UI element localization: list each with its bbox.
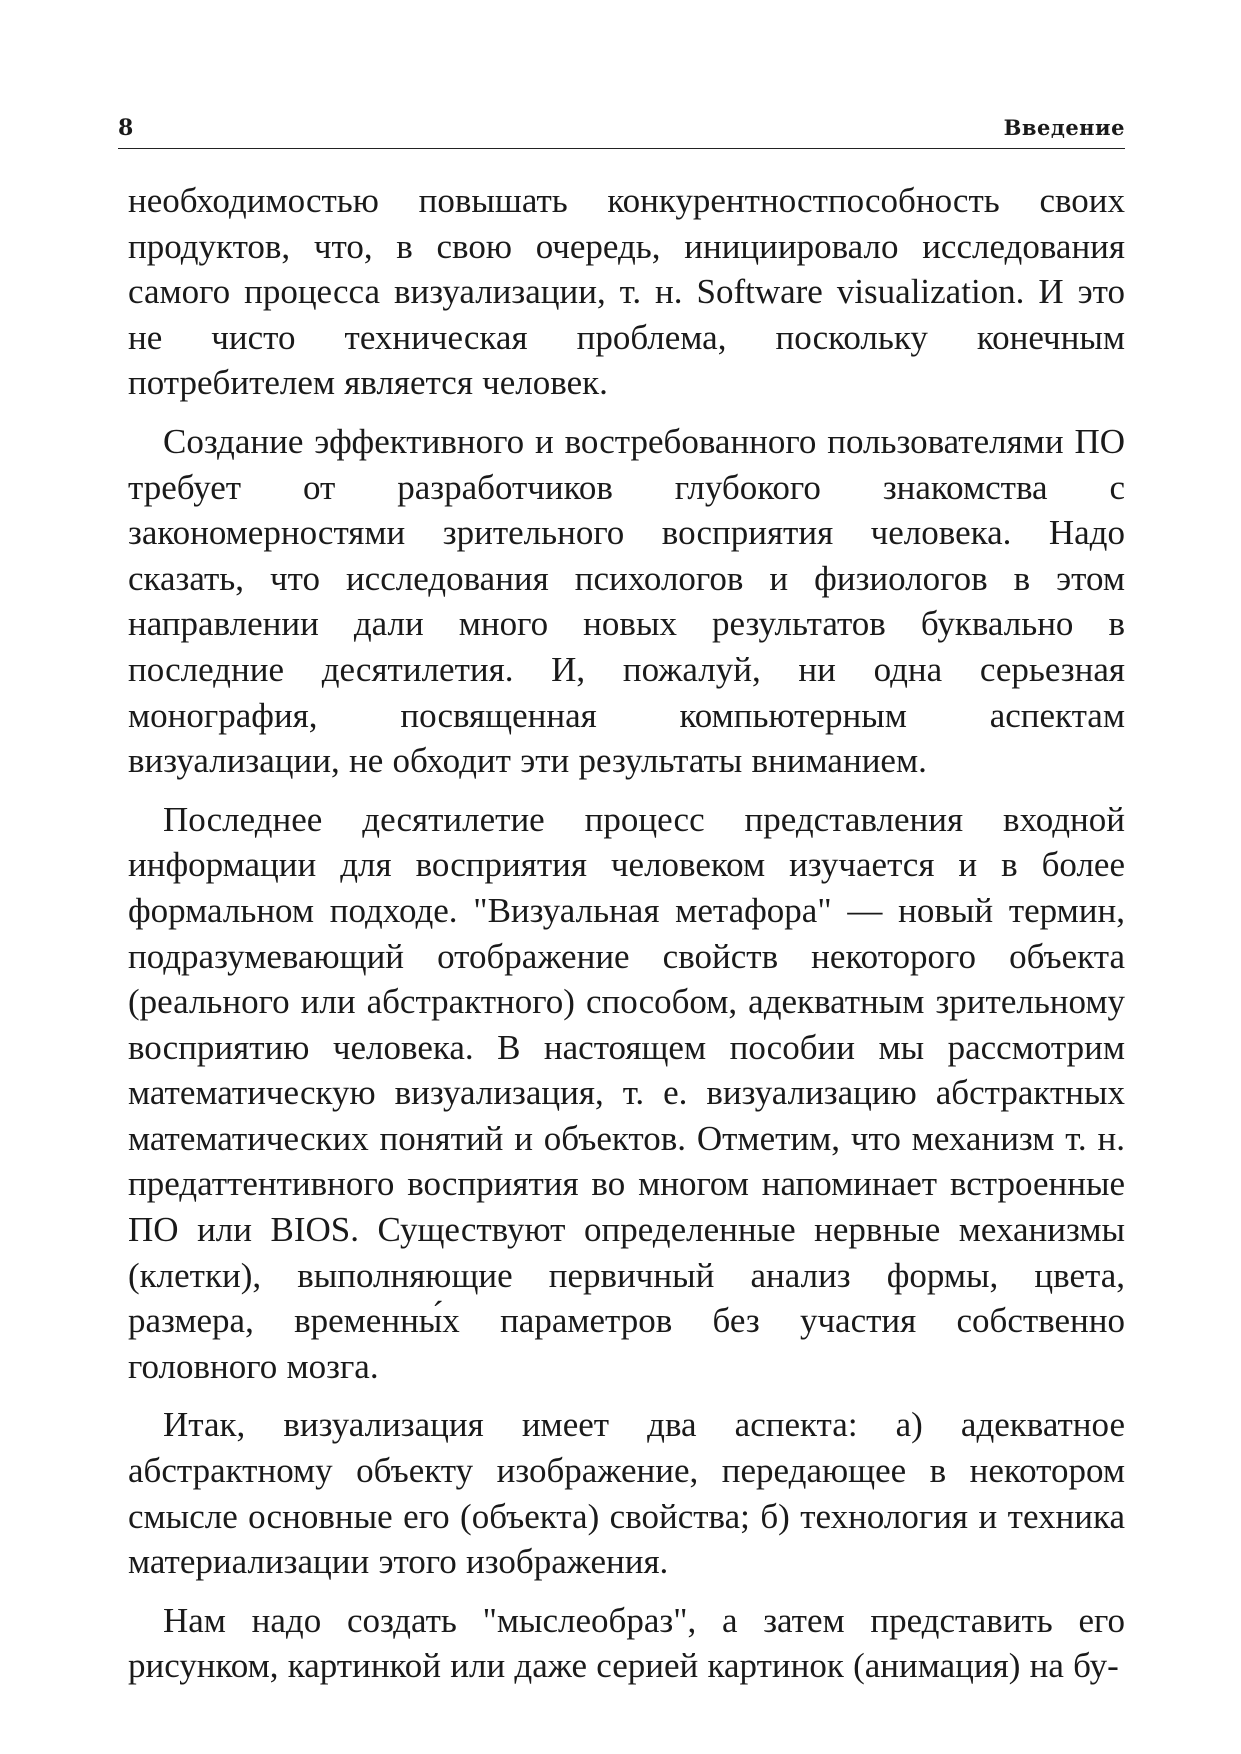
paragraph-two-aspects: Итак, визуализация имеет два аспекта: а) адекватное абстрактному объекту изображение, передающее в некотором смысле основные его (объекта) свойства; б) технология и техника материализации этого изображения. (128, 1405, 1125, 1582)
running-header (118, 116, 1125, 149)
paragraph-visual-metaphor: Последнее десятилетие процесс представления входной информации для восприятия человеком изучается и в более формальном подходе. "Визуальная метафора" — новый термин, подразумевающий отображение свойств некоторого объекта (реального или абстрактного) способом, адекватным зрительному восприятию человека. В настоящем пособии мы рассмотрим математическую визуализация, т. е. визуализацию абстрактных математических понятий и объектов. Отметим, что механизм т. н. предаттентивного восприятия во многом напоминает встроенные ПО или BIOS. Существуют определенные нервные механизмы (клетки), выполняющие первичный анализ формы, цвета, размера, временны́х параметров без участия собственно головного мозга. (128, 799, 1125, 1386)
paragraph-mental-image: Нам надо создать "мыслеобраз", а затем представить его рисунком, картинкой или даже серией картинок (анимация) на бу- (128, 1600, 1125, 1686)
paragraph-continuation: необходимостью повышать конкурентностпособность своих продуктов, что, в свою очередь, инициировало исследования самого процесса визуализации, т. н. Software visualization. И это не чисто техническая проблема, поскольку конечным потребителем является человек. (128, 181, 1125, 403)
body-text (128, 178, 1125, 1702)
chapter-title: Введение (1003, 115, 1125, 140)
paragraph-software-users: Создание эффективного и востребованного пользователями ПО требует от разработчиков глубокого знакомства с закономерностями зрительного восприятия человека. Надо сказать, что исследования психологов и физиологов в этом направлении дали много новых результатов буквально в последние десятилетия. И, пожалуй, ни одна серьезная монография, посвященная компьютерным аспектам визуализации, не обходит эти результаты вниманием. (128, 421, 1125, 781)
page-number: 8 (118, 115, 134, 141)
